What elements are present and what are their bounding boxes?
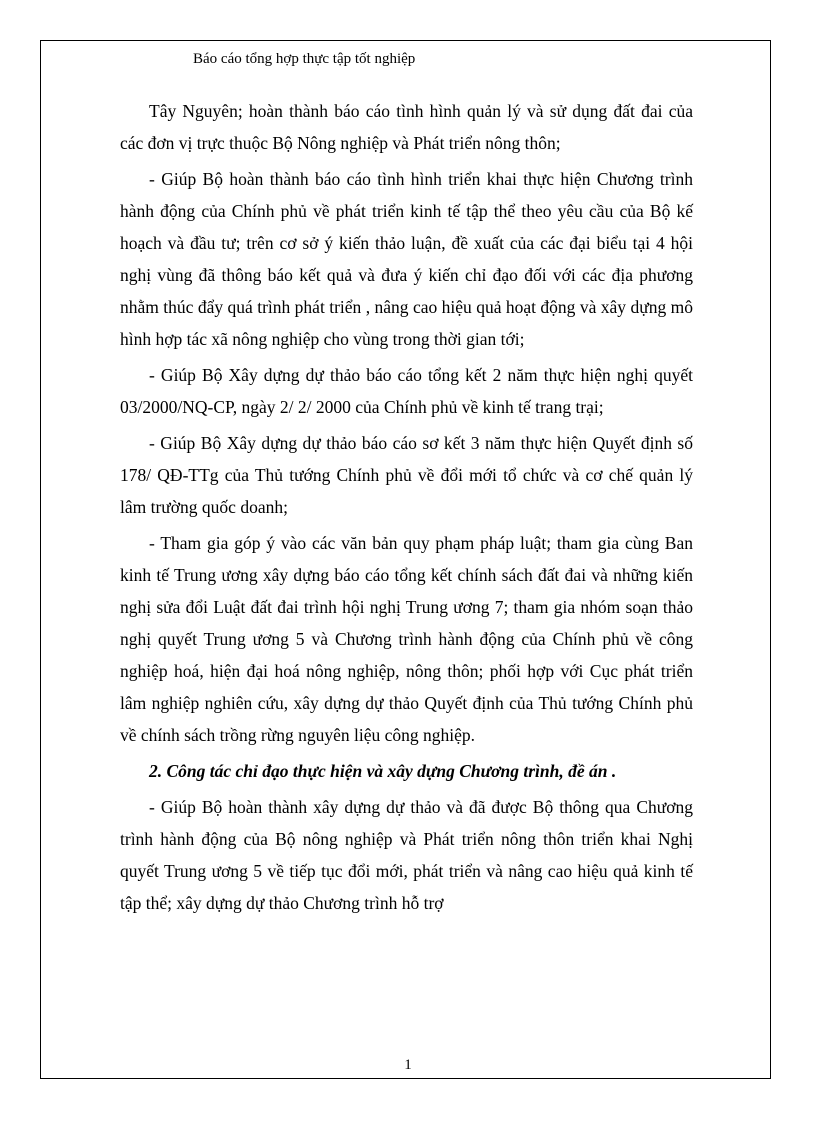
body-paragraph-3: - Giúp Bộ Xây dựng dự thảo báo cáo tổng kết 2 năm thực hiện nghị quyết 03/2000/NQ-CP, ngày 2/ 2/ 2000 của Chính phủ về kinh tế trang trại; xyxy=(120,365,693,417)
section-heading: 2. Công tác chỉ đạo thực hiện và xây dựng Chương trình, đề án . xyxy=(149,761,617,781)
body-paragraph-5: - Tham gia góp ý vào các văn bản quy phạm pháp luật; tham gia cùng Ban kinh tế Trung ương xây dựng báo cáo tổng kết chính sách đất đai và những kiến nghị sửa đổi Luật đất đai trình hội nghị Trung ương 7; tham gia nhóm soạn thảo nghị quyết Trung ương 5 và Chương trình hành động của Chính phủ về công nghiệp hoá, hiện đại hoá nông nghiệp, nông thôn; phối hợp với Cục phát triển lâm nghiệp nghiên cứu, xây dựng dự thảo Quyết định của Thủ tướng Chính phủ về chính sách trồng rừng nguyên liệu công nghiệp. xyxy=(120,533,693,745)
body-paragraph-4: - Giúp Bộ Xây dựng dự thảo báo cáo sơ kết 3 năm thực hiện Quyết định số 178/ QĐ-TTg của Thủ tướng Chính phủ về đổi mới tổ chức và cơ chế quản lý lâm trường quốc doanh; xyxy=(120,433,693,517)
page-number: 1 xyxy=(404,1057,412,1073)
document-body xyxy=(120,95,693,923)
section-paragraph: - Giúp Bộ hoàn thành xây dựng dự thảo và đã được Bộ thông qua Chương trình hành động của Bộ nông nghiệp và Phát triển nông thôn triển khai Nghị quyết Trung ương 5 về tiếp tục đổi mới, phát triển và nâng cao hiệu quả kinh tế tập thể; xây dựng dự thảo Chương trình hỗ trợ xyxy=(120,797,693,913)
body-paragraph-1: Tây Nguyên; hoàn thành báo cáo tình hình quản lý và sử dụng đất đai của các đơn vị trực thuộc Bộ Nông nghiệp và Phát triển nông thôn; xyxy=(120,101,693,153)
body-paragraph-2: - Giúp Bộ hoàn thành báo cáo tình hình triển khai thực hiện Chương trình hành động của Chính phủ về phát triển kinh tế tập thể theo yêu cầu của Bộ kế hoạch và đầu tư; trên cơ sở ý kiến thảo luận, đề xuất của các đại biểu tại 4 hội nghị vùng đã thông báo kết quả và đưa ý kiến chỉ đạo đối với các địa phương nhằm thúc đẩy quá trình phát triển , nâng cao hiệu quả hoạt động và xây dựng mô hình hợp tác xã nông nghiệp cho vùng trong thời gian tới; xyxy=(120,169,693,349)
running-header: Báo cáo tổng hợp thực tập tốt nghiệp xyxy=(193,51,416,67)
